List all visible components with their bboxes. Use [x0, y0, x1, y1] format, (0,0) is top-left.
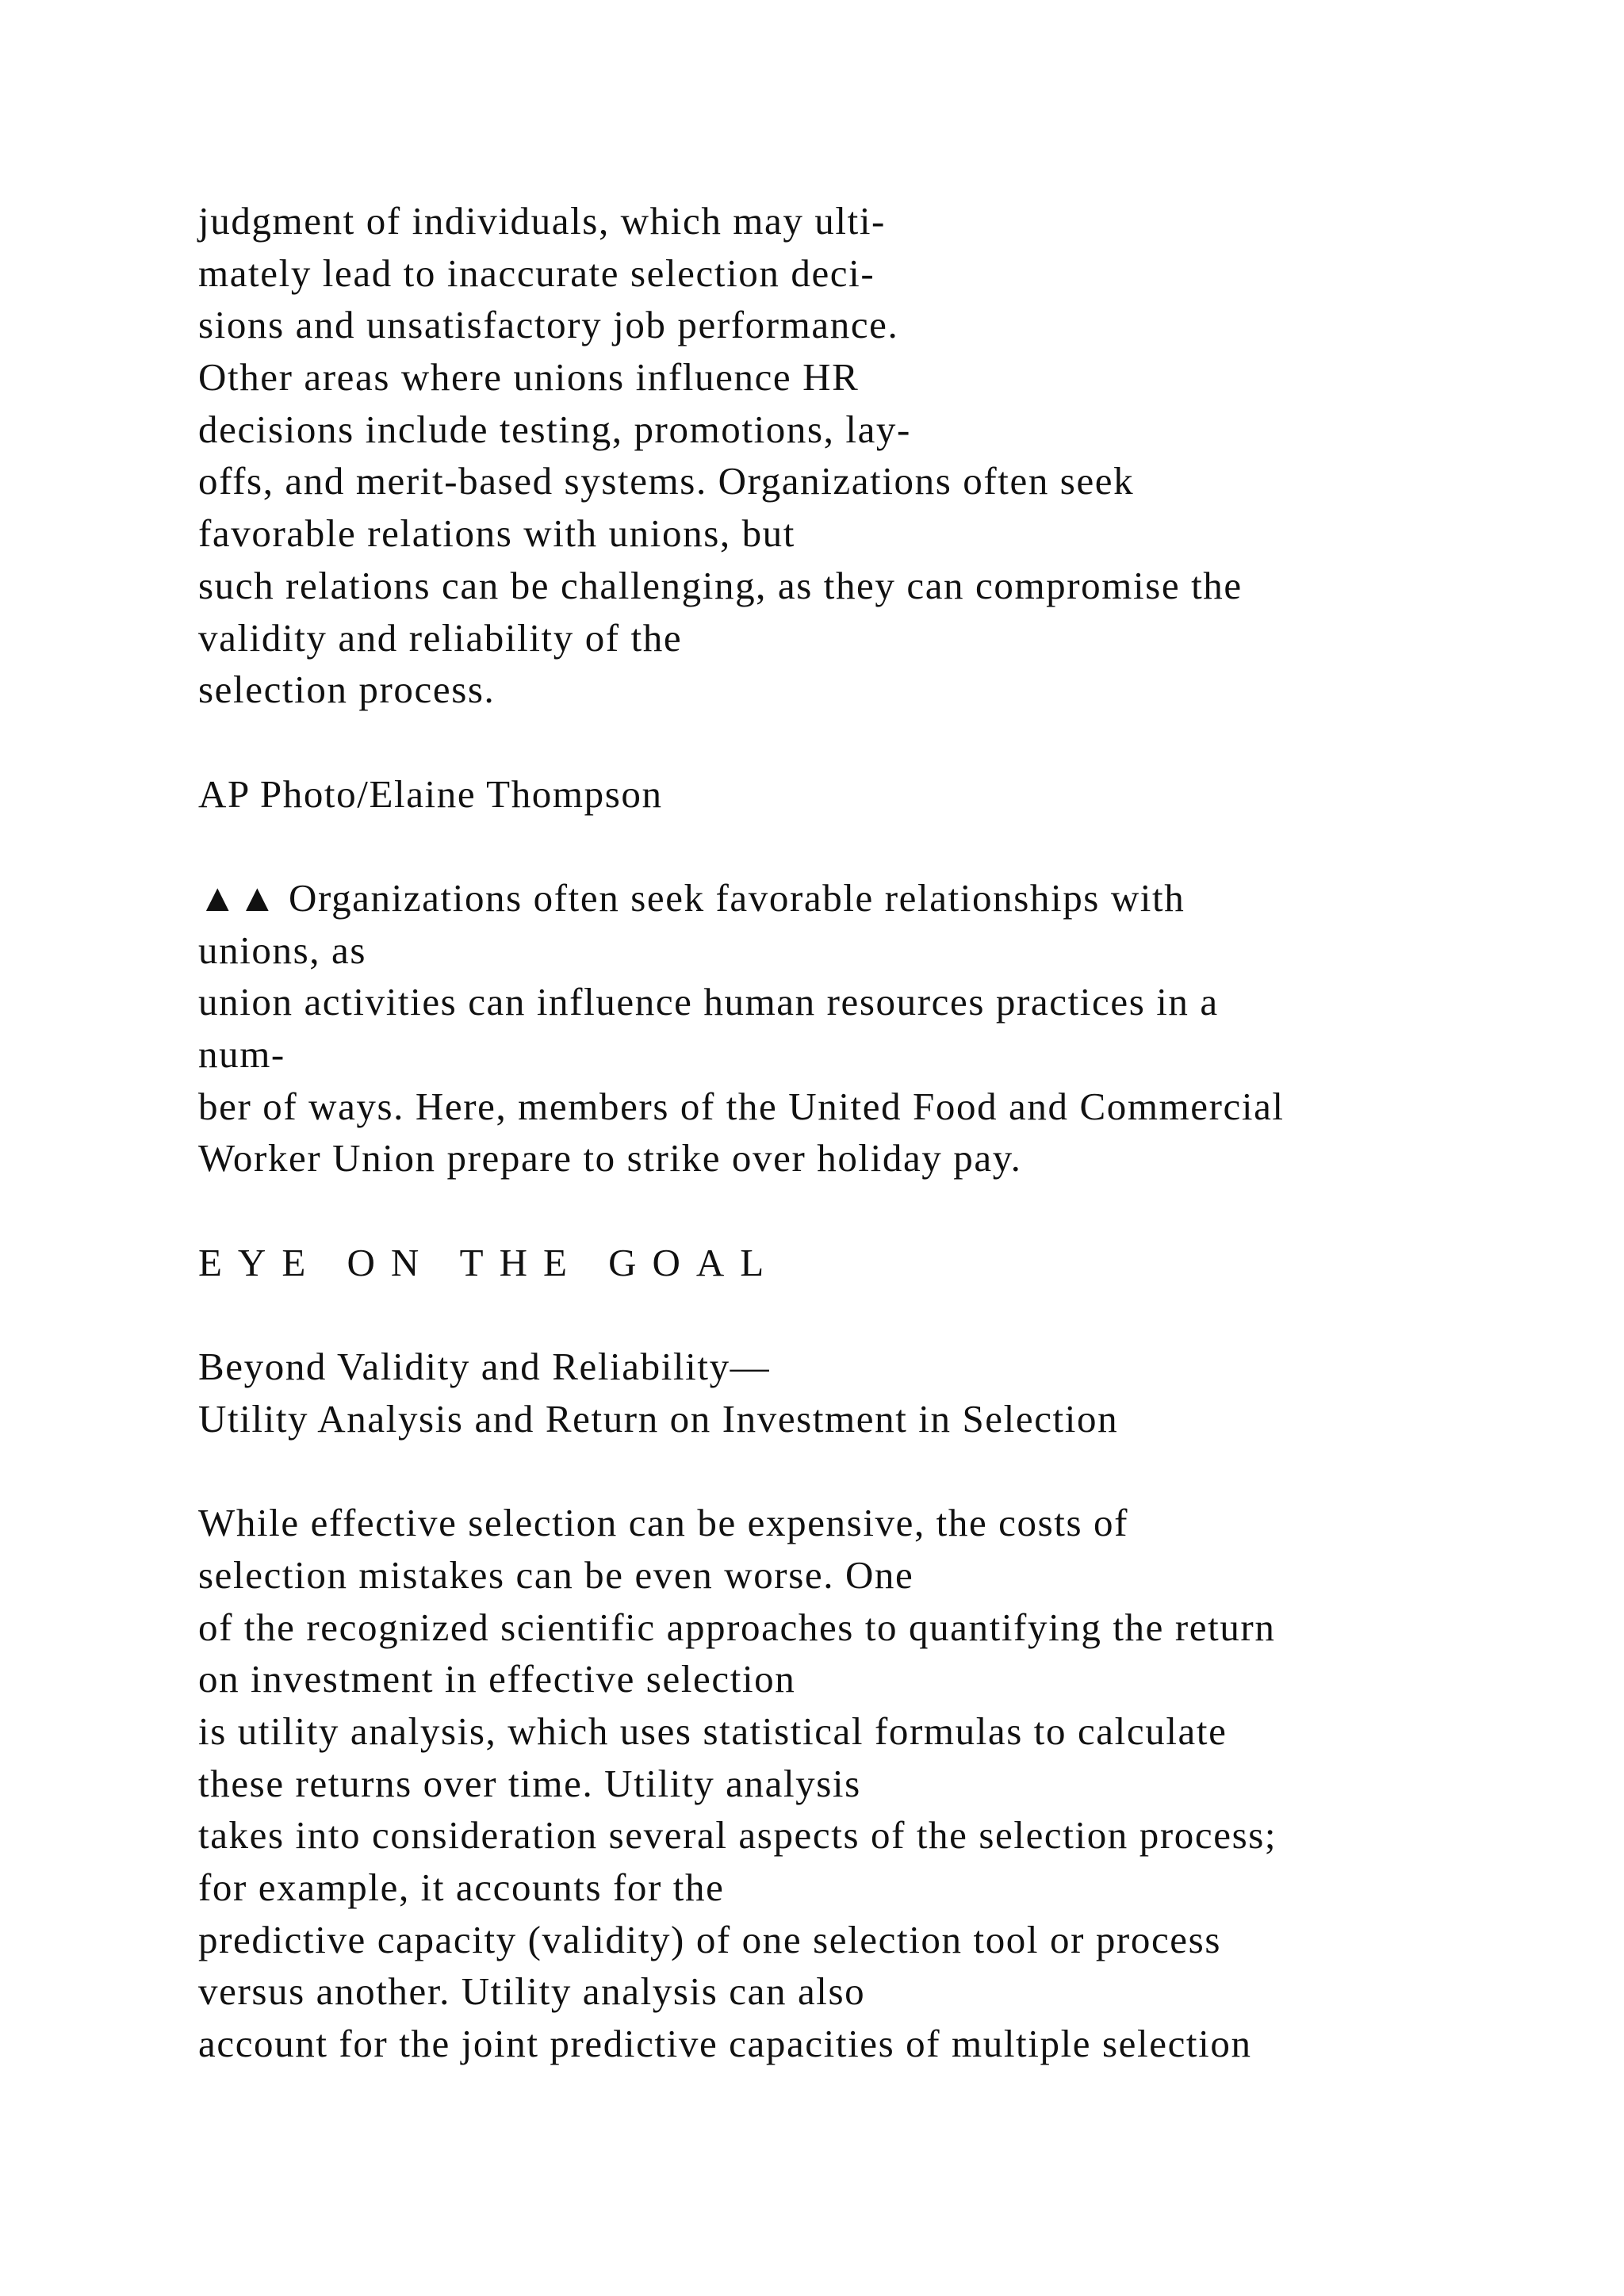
photo-credit: AP Photo/Elaine Thompson [198, 771, 663, 816]
text-line: predictive capacity (validity) of one selection tool or process [198, 1917, 1221, 1961]
heading-line: Utility Analysis and Return on Investment in Selection [198, 1396, 1119, 1441]
paragraph-unions-influence [198, 195, 1546, 716]
text-line: selection process. [198, 668, 496, 712]
text-line: judgment of individuals, which may ulti- [198, 199, 886, 243]
caption-line: ber of ways. Here, members of the United Food and Commercial [198, 1084, 1285, 1128]
paragraph-utility-analysis [198, 1497, 1546, 2070]
heading-line: Beyond Validity and Reliability— [198, 1345, 771, 1389]
text-line: account for the joint predictive capacities of multiple selection [198, 2022, 1252, 2066]
text-line: on investment in effective selection [198, 1657, 796, 1701]
text-line: versus another. Utility analysis can also [198, 1969, 866, 2014]
caption-line: union activities can influence human resources practices in a [198, 980, 1219, 1024]
text-line: While effective selection can be expensive, the costs of [198, 1501, 1129, 1545]
text-line: validity and reliability of the [198, 615, 683, 660]
text-line: offs, and merit-based systems. Organizations often seek [198, 459, 1135, 503]
text-line: of the recognized scientific approaches to quantifying the return [198, 1605, 1276, 1649]
section-heading [198, 1341, 1546, 1445]
text-line: mately lead to inaccurate selection deci- [198, 251, 875, 295]
text-line: decisions include testing, promotions, lay- [198, 407, 911, 451]
blank-line [198, 1445, 1546, 1498]
caption-line: num- [198, 1032, 285, 1076]
caption-line: Worker Union prepare to strike over holiday pay. [198, 1136, 1022, 1181]
blank-line [198, 1184, 1546, 1237]
blank-line [198, 1288, 1546, 1341]
blank-line [198, 820, 1546, 872]
caption-line: unions, as [198, 928, 366, 972]
photo-caption [198, 872, 1546, 1184]
text-line: these returns over time. Utility analysis [198, 1761, 861, 1805]
section-label: EYE ON THE GOAL [198, 1240, 780, 1284]
text-line: selection mistakes can be even worse. One [198, 1552, 914, 1597]
text-line: is utility analysis, which uses statistical formulas to calculate [198, 1709, 1228, 1753]
text-line: favorable relations with unions, but [198, 511, 795, 556]
document-page [198, 195, 1546, 2070]
text-line: such relations can be challenging, as they can compromise the [198, 563, 1243, 607]
text-line: Other areas where unions influence HR [198, 355, 860, 400]
text-line: sions and unsatisfactory job performance. [198, 303, 899, 347]
text-line: takes into consideration several aspects of the selection process; [198, 1813, 1277, 1858]
text-line: for example, it accounts for the [198, 1866, 725, 1909]
blank-line [198, 716, 1546, 768]
caption-line: ▲▲ Organizations often seek favorable relationships with [198, 875, 1185, 920]
